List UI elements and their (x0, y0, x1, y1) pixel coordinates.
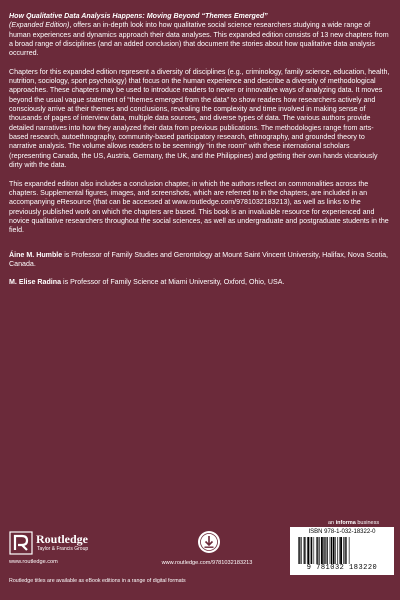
description-paragraph-3: This expanded edition also includes a conclusion chapter, in which the authors reflect on commonalities across the chapters. Supplemental figures, images, and screenshots, which are referred to in the chapters, are included in an accompanying eResource (that can be accessed at www.routledge.com/9781032183213), as well as links to the previously published work on which the chapters are based. This book is an invaluable resource for experienced and novice qualitative researchers throughout the social sciences, as well as undergraduate and postgraduate students in the field. (9, 179, 389, 235)
informa-brand: informa (335, 520, 356, 526)
description-paragraph-1 (9, 12, 391, 59)
barcode-icon (298, 537, 386, 564)
author-bio-2 (9, 278, 391, 287)
publisher-group: Taylor & Francis Group (37, 546, 89, 552)
isbn-label: ISBN 978-1-032-18322-0 (308, 529, 376, 535)
description-paragraph-2: Chapters for this expanded edition represent a diversity of disciplines (e.g., criminology, family science, education, health, nutrition, sociology, sport psychology) that focus on the human experience and describe a diversity of methodological approaches. These chapters may be used to introduce readers to newer or innovative ways of analyzing data. It moves beyond the usual vague statement of “themes emerged from the data” to show readers how researchers actively and consciously arrive at their themes and conclusions, revealing the complexity and time involved in making sense of thousands of pages of interview data, multiple data sources, and diverse types of data. The various authors provide detailed narratives into how they analyzed their data from previous publications. The methodologies range from arts-based research, autoethnography, community-based participatory research, ethnography, and grounded theory to narrative analysis. The volume allows readers to be seemingly “in the room” with these international scholars (representing Canada, the US, Austria, Germany, the UK, and the Philippines) and getting their own hands vicariously dirty with the data. (9, 67, 390, 170)
support-material-badge-icon (197, 530, 221, 554)
support-material-block (152, 530, 262, 568)
author-bio-text-2: is Professor of Family Science at Miami University, Oxford, Ohio, USA. (61, 278, 285, 287)
edition-label: (Expanded Edition) (9, 21, 70, 30)
publisher-url[interactable]: www.routledge.com (9, 559, 58, 565)
author-bio-text-1: is Professor of Family Studies and Gerontology at Mount Saint Vincent University, Halifax, Nova Scotia, Canada. (9, 250, 389, 268)
routledge-r-icon (9, 531, 33, 555)
back-cover-text (9, 12, 391, 297)
cover-footer (0, 520, 400, 600)
informa-prefix: an (328, 520, 335, 526)
informa-business-tag (328, 520, 379, 527)
author-bio-1 (9, 251, 391, 270)
description-paragraph-1-text: , offers an in-depth look into how qualitative social science researchers studying a wide range of human experiences and dynamics approach their data analyses. This expanded edition consists of 13 new chapters from a broad range of disciplines (and an added conclusion) that document the stories about how qualitative data analysis occurred. (9, 21, 389, 58)
isbn-barcode (290, 527, 394, 575)
informa-suffix: business (357, 520, 380, 526)
author-name-2: M. Elise Radina (9, 278, 62, 287)
book-title: How Qualitative Data Analysis Happens: Moving Beyond “Themes Emerged” (9, 12, 268, 20)
support-material-url[interactable]: www.routledge.com/9781032183213 (161, 560, 253, 566)
author-name-1: Áine M. Humble (9, 250, 63, 259)
barcode-digits: 9 781032 183220 (306, 564, 378, 572)
publisher-name: Routledge (36, 532, 88, 546)
ebook-availability-note: Routledge titles are available as eBook editions in a range of digital formats (9, 578, 186, 584)
